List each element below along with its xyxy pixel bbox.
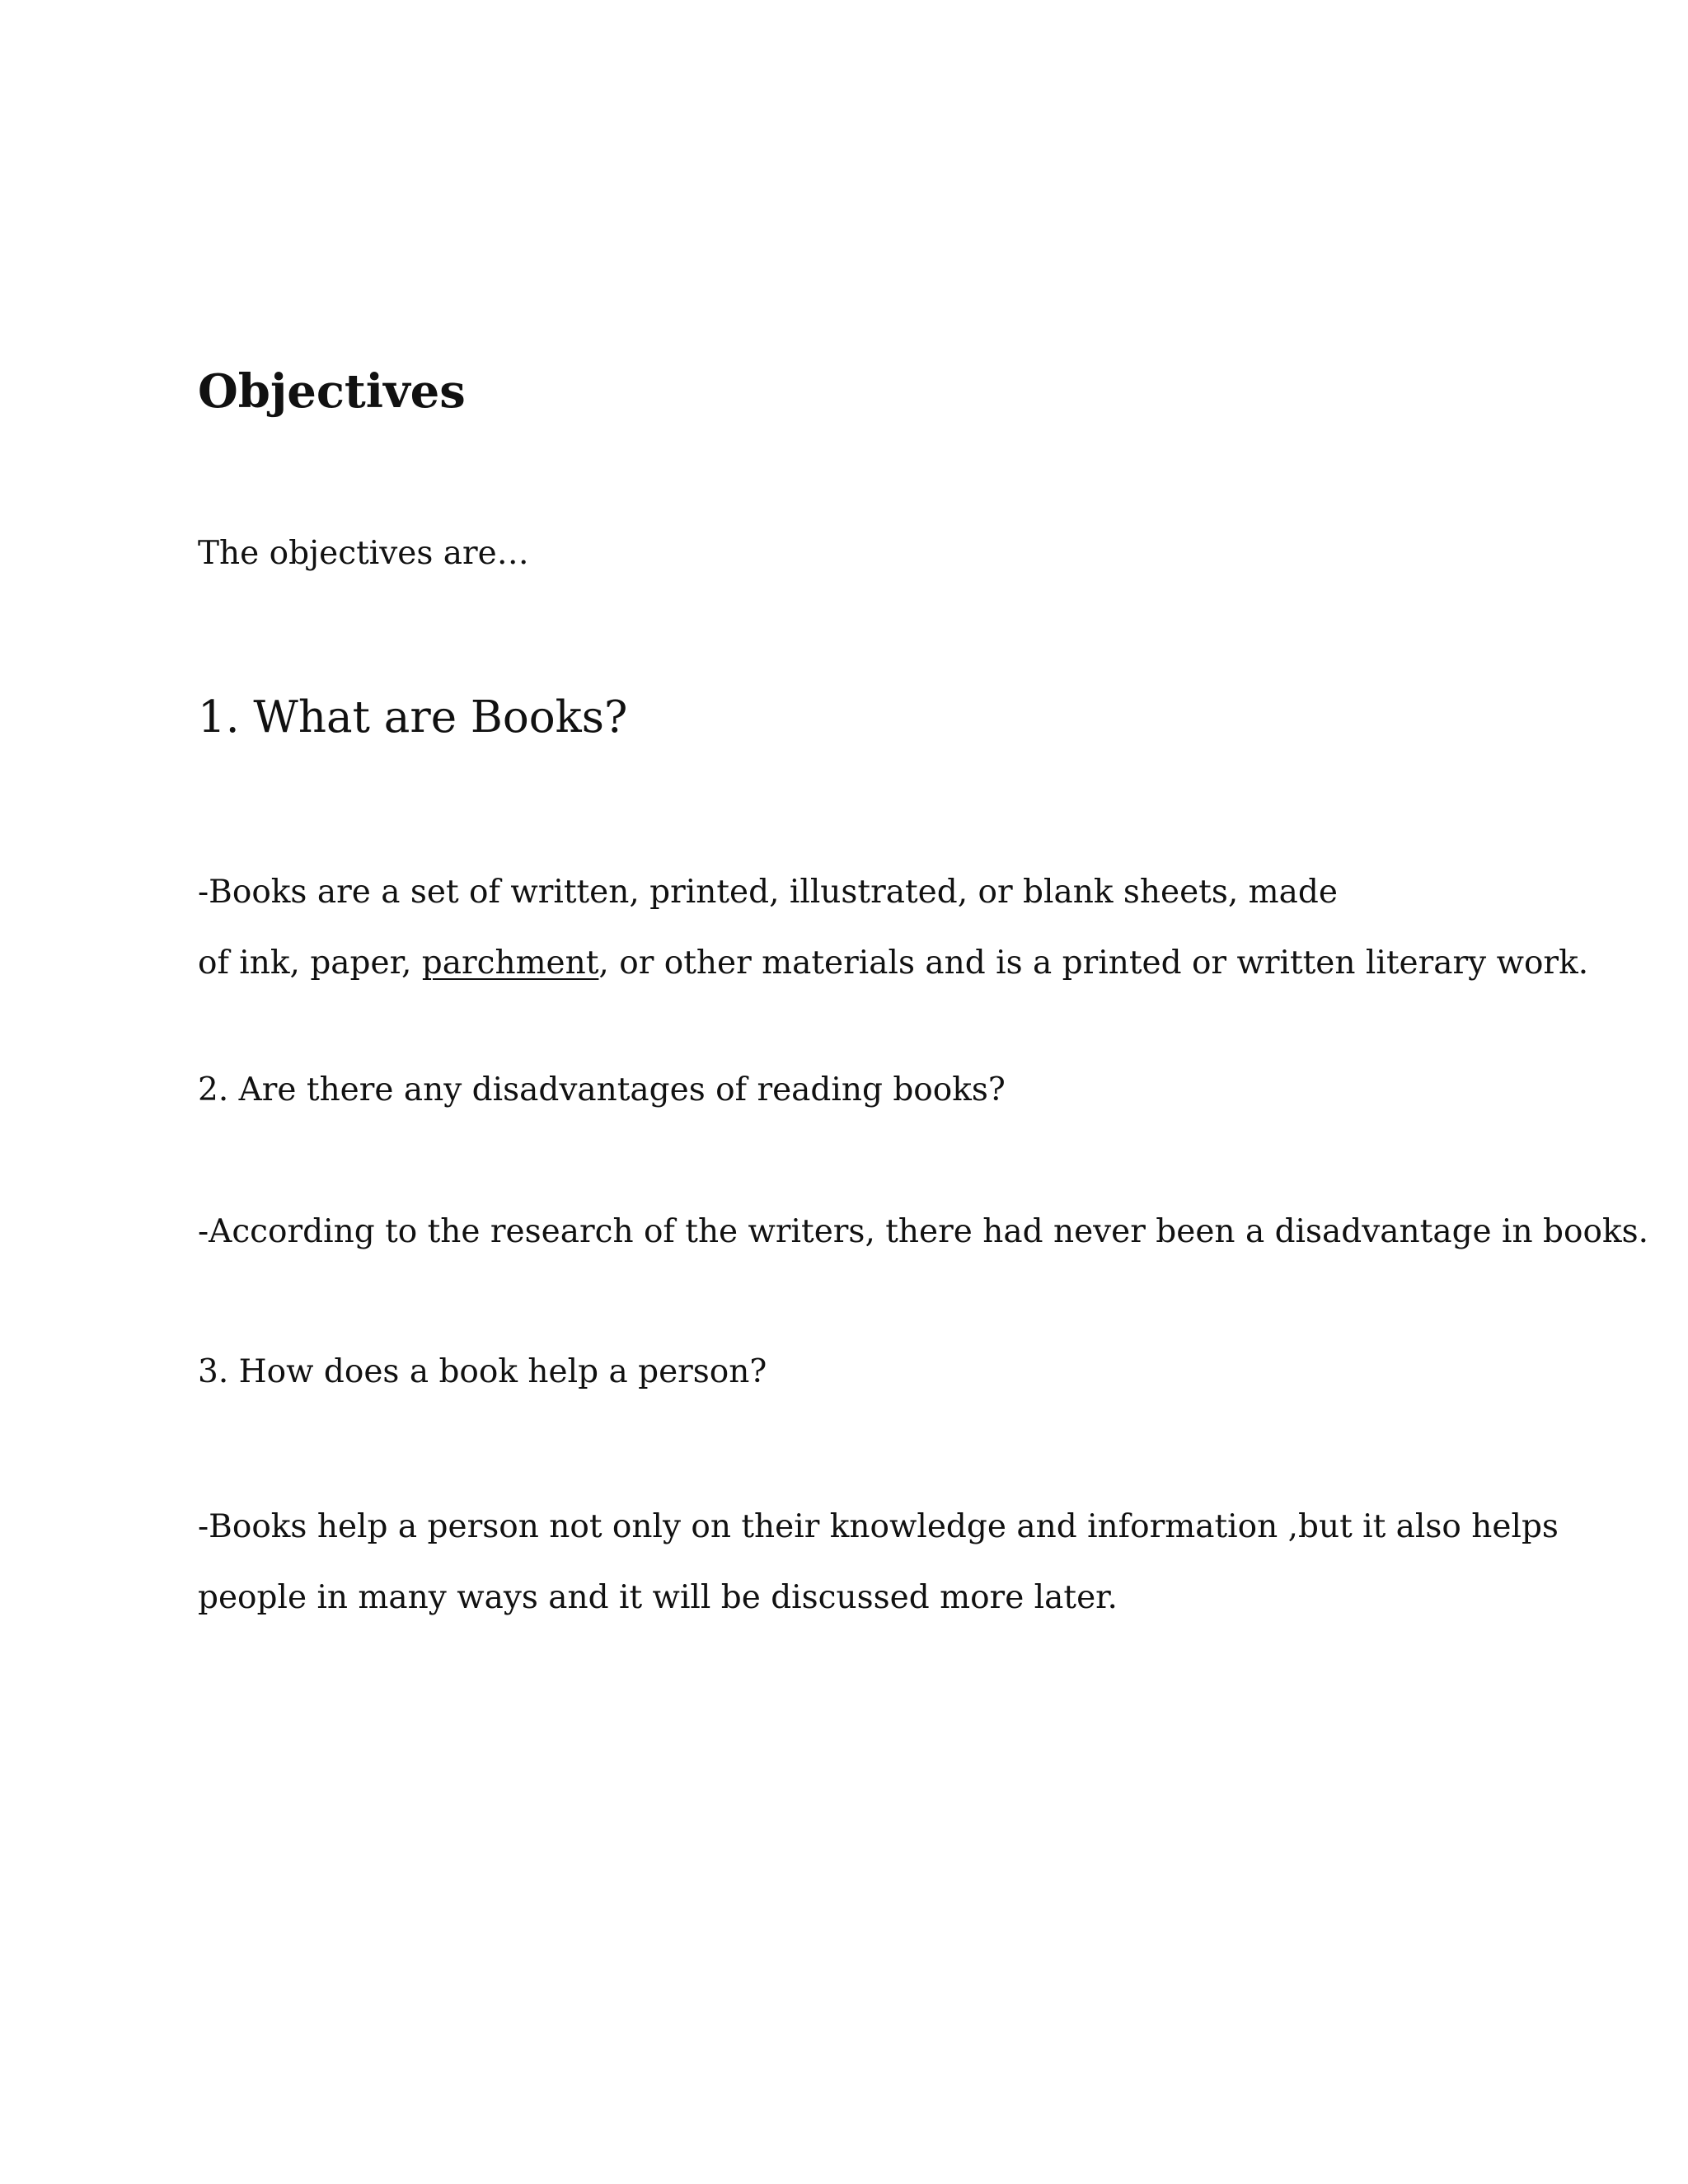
answer-1-line-1: -Books are a set of written, printed, illustrated, or blank sheets, made — [198, 874, 1338, 911]
question-2-text: 2. Are there any disadvantages of reading books? — [198, 1071, 1006, 1108]
page-title: Objectives — [198, 364, 466, 419]
answer-3-line-2: people in many ways and it will be discussed more later. — [198, 1579, 1118, 1616]
answer-3-line-1: -Books help a person not only on their knowledge and information ,but it also helps — [198, 1508, 1559, 1545]
answer-1-line-2-end: , or other materials and is a printed or written literary work. — [598, 944, 1589, 982]
intro-paragraph: The objectives are… — [198, 535, 529, 572]
answer-3-paragraph — [198, 1492, 1559, 1633]
answer-2-paragraph: -According to the research of the writers, there had never been a disadvantage in books. — [198, 1213, 1648, 1250]
parchment-link[interactable]: parchment — [421, 944, 599, 982]
answer-1-line-2-start: of ink, paper, — [198, 944, 422, 982]
answer-1-line-2 — [198, 928, 1588, 999]
question-3-text: 3. How does a book help a person? — [198, 1353, 767, 1390]
answer-1-paragraph — [198, 857, 1588, 999]
question-1-heading: 1. What are Books? — [198, 692, 628, 743]
